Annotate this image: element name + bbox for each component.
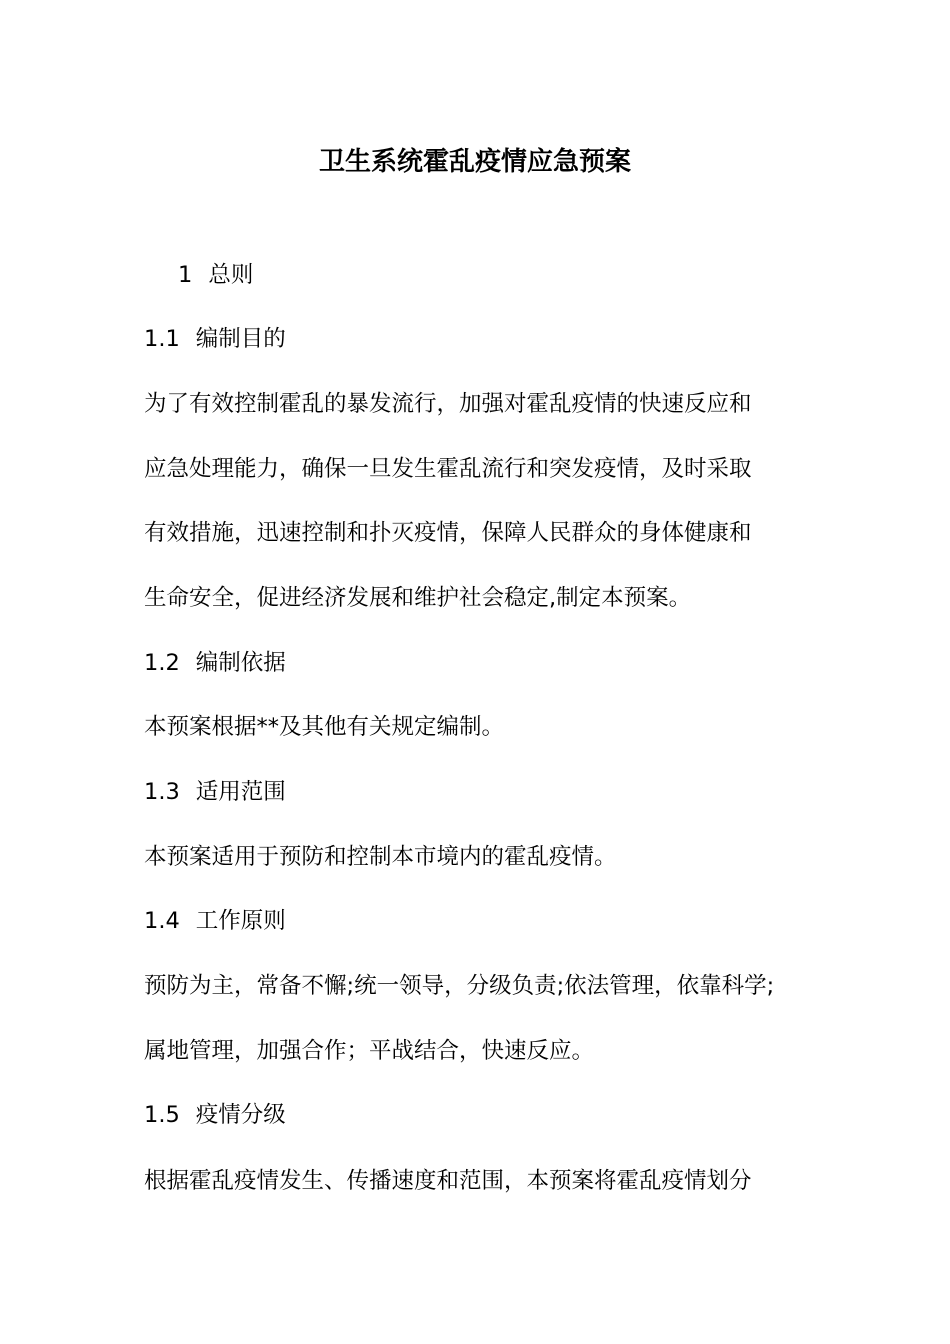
paragraph-line: 根据霍乱疫情发生、传播速度和范围，本预案将霍乱疫情划分 bbox=[144, 1168, 752, 1194]
section-number: 1.3 bbox=[144, 779, 180, 805]
paragraph-line: 属地管理，加强合作；平战结合，快速反应。 bbox=[144, 1038, 595, 1064]
section-title: 编制依据 bbox=[195, 650, 286, 676]
section-number: 1 bbox=[178, 262, 193, 288]
section-number: 1.1 bbox=[144, 326, 180, 352]
section-number: 1.5 bbox=[144, 1102, 180, 1128]
section-heading-1-2 bbox=[144, 645, 286, 681]
paragraph-line: 预防为主，常备不懈;统一领导，分级负责;依法管理，依靠科学; bbox=[144, 973, 775, 999]
section-title: 疫情分级 bbox=[195, 1102, 286, 1128]
section-heading-1 bbox=[178, 257, 253, 293]
paragraph-line: 生命安全，促进经济发展和维护社会稳定,制定本预案。 bbox=[144, 585, 692, 611]
section-title: 总则 bbox=[208, 262, 254, 288]
section-title: 编制目的 bbox=[195, 326, 286, 352]
section-number: 1.4 bbox=[144, 908, 180, 934]
paragraph-line: 本预案根据**及其他有关规定编制。 bbox=[144, 714, 505, 740]
section-title: 工作原则 bbox=[195, 908, 286, 934]
section-title: 适用范围 bbox=[195, 779, 286, 805]
paragraph-line: 为了有效控制霍乱的暴发流行，加强对霍乱疫情的快速反应和 bbox=[144, 391, 752, 417]
paragraph-line: 本预案适用于预防和控制本市境内的霍乱疫情。 bbox=[144, 844, 617, 870]
paragraph-line: 有效措施，迅速控制和扑灭疫情，保障人民群众的身体健康和 bbox=[144, 520, 752, 546]
section-heading-1-3 bbox=[144, 774, 286, 810]
section-heading-1-5 bbox=[144, 1097, 286, 1133]
document-title: 卫生系统霍乱疫情应急预案 bbox=[318, 147, 631, 177]
section-number: 1.2 bbox=[144, 650, 180, 676]
paragraph-line: 应急处理能力，确保一旦发生霍乱流行和突发疫情，及时采取 bbox=[144, 456, 752, 482]
section-heading-1-1 bbox=[144, 321, 286, 357]
section-heading-1-4 bbox=[144, 903, 286, 939]
